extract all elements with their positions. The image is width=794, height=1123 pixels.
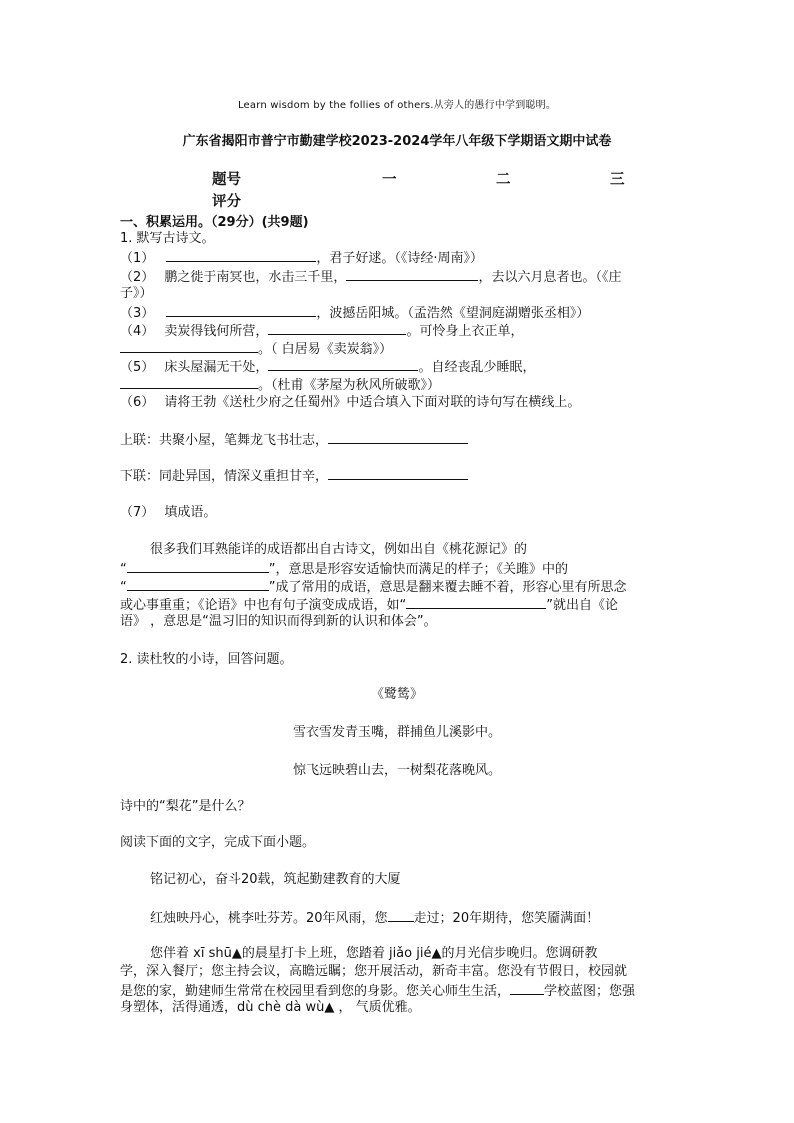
score-table-col-1: 一 xyxy=(382,172,397,188)
answer-blank[interactable] xyxy=(166,303,316,317)
item-2-text-c: 子》） xyxy=(120,286,153,301)
answer-blank[interactable] xyxy=(406,595,546,609)
item-2-number: （2） xyxy=(120,270,155,285)
idiom-paragraph-line4 xyxy=(120,595,618,615)
article-p2-line1: 您伴着 xī shū▲的晨星打卡上班，您踏着 jiǎo jié▲的月光信步晚归。您调研教 xyxy=(150,946,598,961)
answer-blank[interactable] xyxy=(127,577,269,591)
item-5-line2 xyxy=(120,375,440,395)
idiom-text-4b: ”就出自《论 xyxy=(546,598,618,613)
article-paragraph-1 xyxy=(150,908,599,928)
poem-line-2: 惊飞远映碧山去，一树梨花落晚风。 xyxy=(292,763,501,778)
answer-blank[interactable] xyxy=(510,981,544,995)
idiom-paragraph-line2 xyxy=(120,559,568,579)
poem-title: 《鹭鸶》 xyxy=(370,687,423,702)
article-title: 铭记初心，奋斗20载，筑起勤建教育的大厦 xyxy=(150,872,401,887)
idiom-text-4a: 或心事重重；《论语》中也有句子演变成成语，如“ xyxy=(120,598,407,613)
page-header-quote: Learn wisdom by the follies of others.从旁人的愚行中学到聪明。 xyxy=(237,100,557,111)
article-p2-line2: 学，深入餐厅；您主持会议，高瞻远瞩；您开展活动，新奇丰富。您没有节假日，校园就 xyxy=(120,964,628,979)
item-6-number: （6） xyxy=(120,395,155,410)
answer-blank[interactable] xyxy=(166,248,316,262)
item-6-text: 请将王勃《送杜少府之任蜀州》中适合填入下面对联的诗句写在横线上。 xyxy=(164,395,581,410)
answer-blank[interactable] xyxy=(328,430,468,444)
article-p2-text-3b: 学校蓝图；您强 xyxy=(544,984,636,999)
score-table-row-label-number: 题号 xyxy=(212,172,241,188)
answer-blank[interactable] xyxy=(346,267,478,281)
question-2-prompt: 诗中的“梨花”是什么？ xyxy=(120,799,251,814)
score-table-row-label-score: 评分 xyxy=(212,194,241,210)
article-p2-text-3a: 是您的家，勤建师生常常在校园里看到您的身影。您关心师生生活， xyxy=(120,984,511,999)
answer-blank[interactable] xyxy=(328,466,468,480)
quote-open: “ xyxy=(120,580,127,595)
article-p1-text-a: 红烛映丹心，桃李吐芬芳。20年风雨，您 xyxy=(150,911,388,926)
item-5 xyxy=(120,357,535,377)
answer-blank[interactable] xyxy=(120,375,258,389)
idiom-text-3: ”成了常用的成语，意思是翻来覆去睡不着，形容心里有所思念 xyxy=(268,580,627,595)
answer-blank[interactable] xyxy=(388,908,414,922)
item-3-number: （3） xyxy=(120,306,155,321)
answer-blank[interactable] xyxy=(268,321,406,335)
item-5-number: （5） xyxy=(120,360,155,375)
item-4-text-a: 卖炭得钱何所营， xyxy=(164,324,269,339)
idiom-paragraph-line5: 语》 ，意思是“温习旧的知识而得到新的认识和体会”。 xyxy=(120,614,437,629)
exam-title: 广东省揭阳市普宁市勤建学校2023-2024学年八年级下学期语文期中试卷 xyxy=(182,134,612,149)
question-1-title: 1. 默写古诗文。 xyxy=(120,231,215,246)
idiom-text-2: ”，意思是形容安适愉快而满足的样子；《关雎》中的 xyxy=(268,562,568,577)
item-3 xyxy=(120,303,589,323)
poem-line-1: 雪衣雪发青玉嘴，群捕鱼儿溪影中。 xyxy=(292,725,501,740)
answer-blank[interactable] xyxy=(127,559,269,573)
item-7-text: 填成语。 xyxy=(164,505,217,520)
item-6 xyxy=(120,394,580,412)
item-7-number: （7） xyxy=(120,505,155,520)
item-4-line2 xyxy=(120,339,392,359)
item-5-text-c: 。（杜甫《茅屋为秋风所破歌》） xyxy=(258,378,441,393)
item-5-text-b: 。自经丧乱少睡眠， xyxy=(418,360,536,375)
item-1-text: ，君子好逑。（《诗经·周南》） xyxy=(316,251,484,266)
article-p2-line4: 身塑体，活得通透，dù chè dà wù▲ ， 气质优雅。 xyxy=(120,1000,421,1015)
reading-intro: 阅读下面的文字，完成下面小题。 xyxy=(120,835,316,850)
article-p2-line3 xyxy=(120,981,635,1001)
item-2-text-a: 鹏之徙于南冥也，水击三千里， xyxy=(164,270,347,285)
couplet-upper xyxy=(120,430,468,450)
item-4-text-b: 。可怜身上衣正单， xyxy=(406,324,524,339)
question-2-title: 2. 读杜牧的小诗，回答问题。 xyxy=(120,652,293,667)
couplet-lower xyxy=(120,466,468,486)
item-1 xyxy=(120,248,483,268)
article-p1-text-b: 走过；20年期待，您笑靥满面！ xyxy=(413,911,600,926)
answer-blank[interactable] xyxy=(120,339,258,353)
couplet-upper-text: 上联：共聚小屋，笔舞龙飞书壮志， xyxy=(120,433,329,448)
idiom-paragraph-line3 xyxy=(120,577,627,597)
item-4-text-c: 。（ 白居易《卖炭翁》） xyxy=(258,342,393,357)
item-3-text: ，波撼岳阳城。（孟浩然《望洞庭湖赠张丞相》） xyxy=(316,306,590,321)
item-4-number: （4） xyxy=(120,324,155,339)
item-1-number: （1） xyxy=(120,251,155,266)
score-table-col-2: 二 xyxy=(496,172,511,188)
idiom-paragraph-line1: 很多我们耳熟能详的成语都出自古诗文，例如出自《桃花源记》的 xyxy=(150,542,528,557)
couplet-lower-text: 下联：同赴异国，情深义重担甘辛， xyxy=(120,469,329,484)
quote-open: “ xyxy=(120,562,127,577)
item-5-text-a: 床头屋漏无干处， xyxy=(164,360,269,375)
item-7 xyxy=(120,504,216,522)
score-table-col-3: 三 xyxy=(610,172,625,188)
item-4 xyxy=(120,321,523,341)
item-2 xyxy=(120,267,621,287)
answer-blank[interactable] xyxy=(268,357,418,371)
item-2-text-b: ，去以六月息者也。（《庄 xyxy=(478,270,622,285)
section-heading: 一、积累运用。（29分）(共9题) xyxy=(120,215,309,230)
